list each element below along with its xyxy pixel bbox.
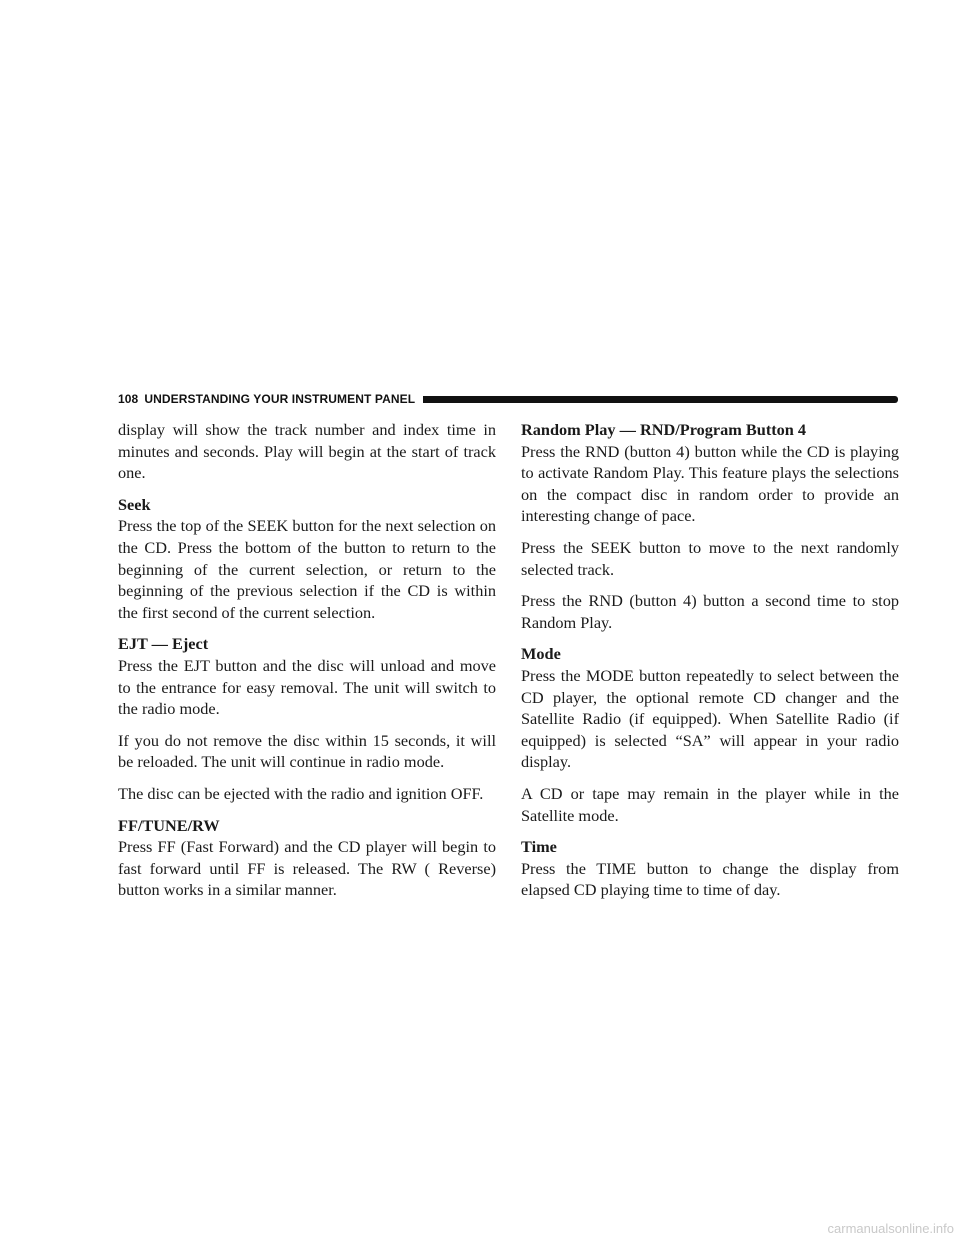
mode-heading: Mode — [521, 644, 561, 664]
eject-paragraph-2: If you do not remove the disc within 15 seconds, it will be reloaded. The unit will continue in radio mode. — [118, 730, 496, 772]
random-play-body: Press the RND (button 4) button while the CD is playing to activate Random Play. This feature plays the selections on the compact disc in random order to provide an interesting change of pace. — [521, 441, 899, 526]
section-title: UNDERSTANDING YOUR INSTRUMENT PANEL — [144, 392, 416, 406]
mode-section — [521, 643, 899, 773]
eject-body: Press the EJT button and the disc will unload and move to the entrance for easy removal. The unit will switch to the radio mode. — [118, 655, 496, 719]
ff-tune-rw-body: Press FF (Fast Forward) and the CD player will begin to fast forward until FF is released. The RW ( Reverse) button works in a similar manner. — [118, 837, 496, 900]
seek-section — [118, 494, 496, 624]
mode-paragraph-2: A CD or tape may remain in the player while in the Satellite mode. — [521, 783, 899, 825]
right-column — [521, 419, 899, 911]
mode-body: Press the MODE button repeatedly to select between the CD player, the optional remote CD changer and the Satellite Radio (if equipped). When Satellite Radio (if equipped) is selected “SA” will appear in your radio display. — [521, 665, 899, 772]
random-play-paragraph-2: Press the SEEK button to move to the next randomly selected track. — [521, 537, 899, 579]
time-section — [521, 836, 899, 901]
left-column — [118, 419, 496, 911]
random-play-heading: Random Play — RND/Program Button 4 — [521, 420, 807, 439]
seek-body: Press the top of the SEEK button for the next selection on the CD. Press the bottom of the button to return to the beginning of the current selection, or return to the beginning of the previous selection if the CD is within the first second of the current selection. — [118, 516, 496, 622]
ff-tune-rw-heading: FF/TUNE/RW — [118, 815, 220, 835]
eject-section — [118, 633, 496, 719]
seek-heading: Seek — [118, 494, 151, 514]
random-play-section — [521, 419, 899, 527]
header-rule — [423, 396, 898, 403]
page-number: 108 — [118, 392, 139, 406]
page-header — [118, 392, 898, 406]
ff-tune-rw-section — [118, 815, 496, 901]
watermark: carmanualsonline.info — [827, 1221, 954, 1236]
eject-heading: EJT — Eject — [118, 634, 209, 654]
random-play-paragraph-3: Press the RND (button 4) button a second time to stop Random Play. — [521, 591, 899, 632]
eject-paragraph-3: The disc can be ejected with the radio and ignition OFF. — [118, 783, 484, 803]
time-heading: Time — [521, 837, 557, 857]
intro-paragraph: display will show the track number and index time in minutes and seconds. Play will begin at the start of track one. — [118, 420, 496, 483]
time-body: Press the TIME button to change the display from elapsed CD playing time to time of day. — [521, 858, 899, 900]
